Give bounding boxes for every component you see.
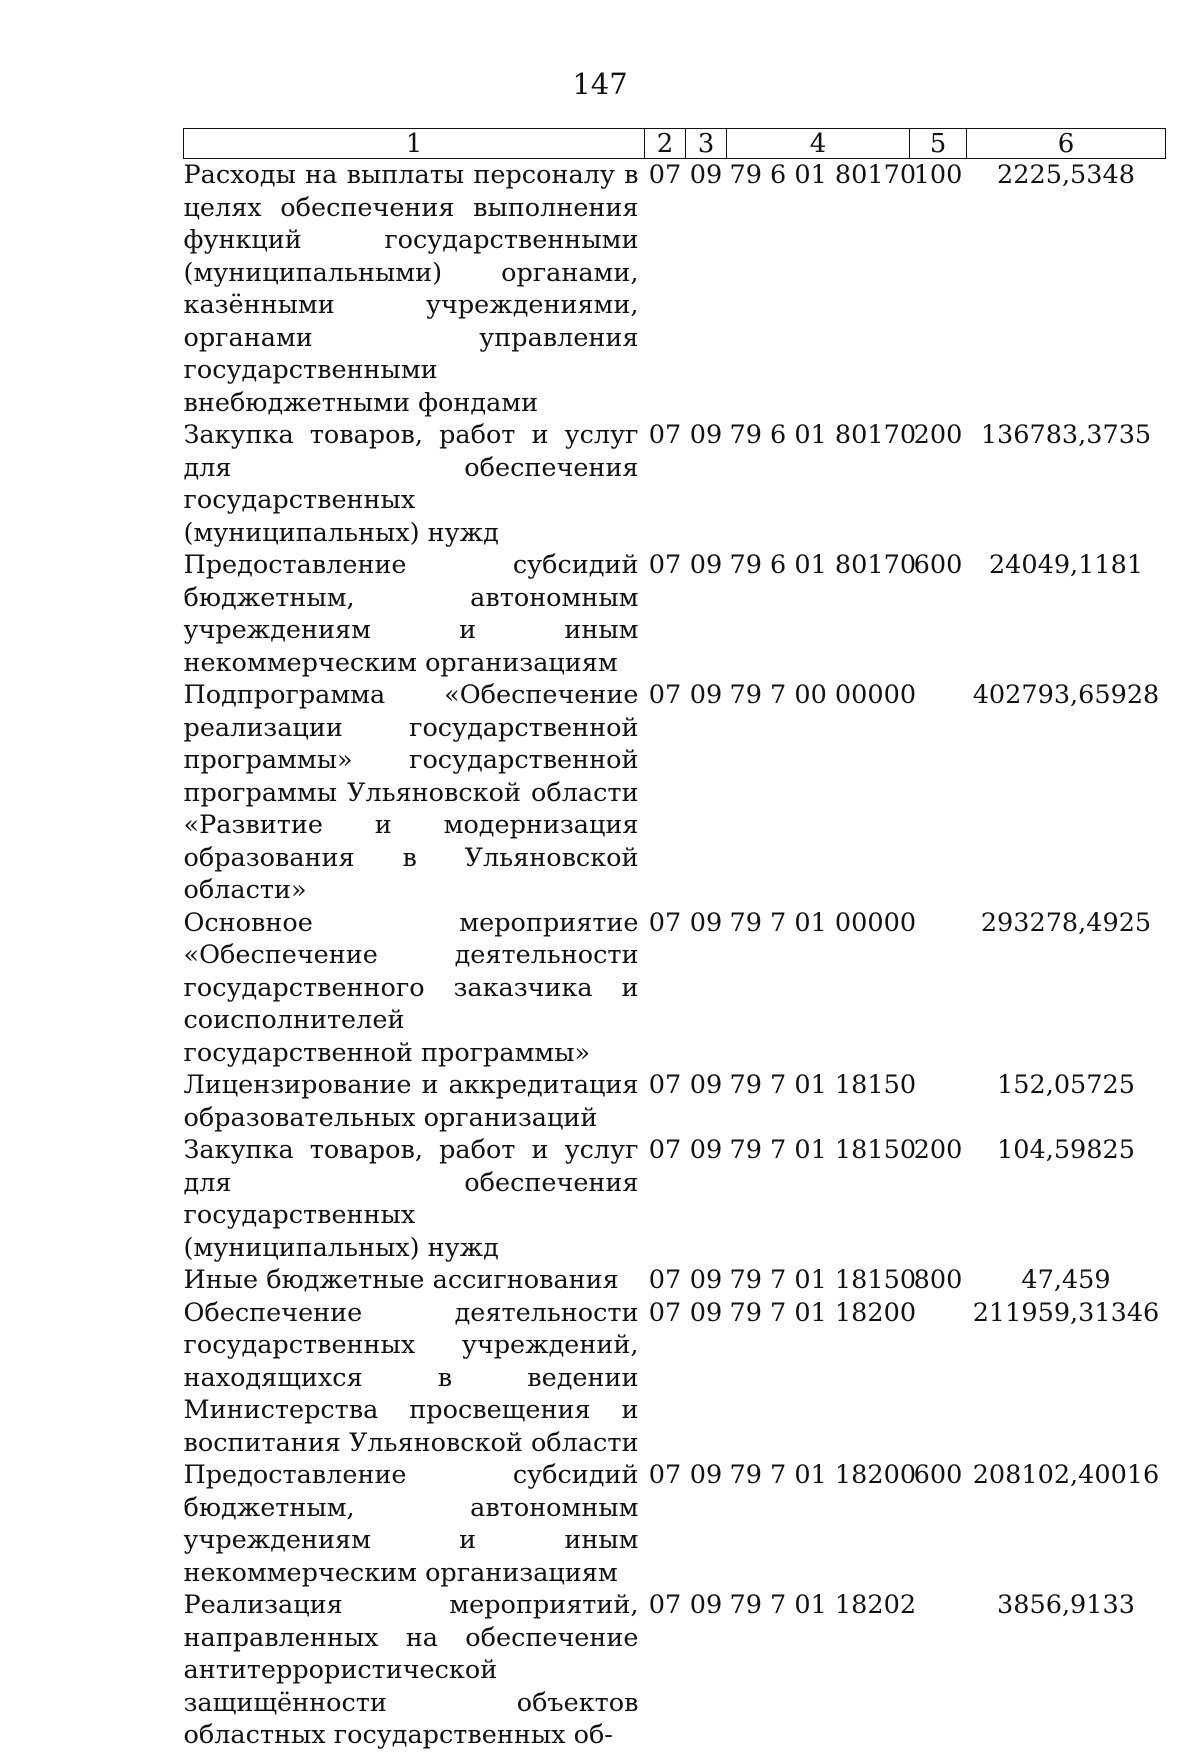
table-row [184,159,1166,420]
row-amount: 293278,4925 [980,907,1152,938]
row-target-article: 79 6 01 80170 [729,550,917,580]
row-target-article: 79 6 01 80170 [729,420,917,450]
header-col-4: 4 [727,129,910,159]
row-target-article: 79 7 01 18150 [729,1070,917,1100]
row-name: Основное мероприятие «Обеспечение деятельности государственного заказчика и соисполнителей государственной программы» [183,907,639,1068]
row-section: 07 [648,1590,682,1620]
row-expense-type: 200 [913,1135,963,1165]
row-section: 07 [648,160,682,190]
table-body [184,159,1166,1752]
table-row [184,549,1166,679]
row-name: Предоставление субсидий бюджетным, автономным учреждениям и иным некоммерческим организациям [183,550,639,678]
row-name: Предоставление субсидий бюджетным, автономным учреждениям и иным некоммерческим организациям [183,1460,639,1588]
table-row [184,679,1166,907]
row-expense-type [910,907,967,1070]
table-row [184,1264,1166,1297]
row-section: 07 [648,1070,682,1100]
table-row [184,1459,1166,1589]
page-number: 147 [572,67,628,101]
row-name: Подпрограмма «Обеспечение реализации государственной программы» государственной программы Ульяновской области «Развитие и модернизация образования в Ульяновской области» [183,680,639,905]
row-target-article: 79 7 01 18200 [729,1460,917,1490]
table-row [184,1297,1166,1460]
table-row [184,1589,1166,1752]
row-target-article: 79 7 01 18202 [729,1590,917,1620]
row-target-article: 79 7 01 00000 [729,907,917,938]
row-expense-type: 100 [913,160,963,190]
table-row [184,1134,1166,1264]
row-amount: 47,459 [1021,1265,1111,1295]
row-name: Лицензирование и аккредитация образовательных организаций [183,1070,639,1133]
row-expense-type: 200 [913,420,963,450]
row-amount: 3856,9133 [997,1590,1135,1620]
header-row [184,129,1166,159]
row-amount: 104,59825 [997,1135,1135,1165]
row-name: Обеспечение деятельности государственных учреждений, находящихся в ведении Министерства просвещения и воспитания Ульяновской области [183,1297,639,1458]
row-expense-type [910,679,967,907]
row-amount: 208102,40016 [972,1460,1160,1490]
table-row [184,907,1166,1070]
row-section: 07 [648,1297,682,1328]
row-name: Иные бюджетные ассигнования [183,1265,619,1295]
row-subsection: 09 [689,420,723,450]
row-subsection: 09 [689,1135,723,1165]
table-row [184,1069,1166,1134]
row-expense-type [910,1589,967,1752]
row-target-article: 79 7 01 18150 [729,1265,917,1295]
table-row [184,419,1166,549]
budget-table [183,128,1166,1752]
row-amount: 136783,3735 [980,420,1152,450]
row-subsection: 09 [689,1297,723,1328]
row-expense-type [910,1069,967,1134]
row-amount: 152,05725 [997,1070,1135,1100]
header-col-5: 5 [910,129,967,159]
row-subsection: 09 [689,907,723,938]
row-subsection: 09 [689,680,723,710]
row-name: Закупка товаров, работ и услуг для обеспечения государственных (муниципальных) нужд [183,1135,639,1263]
row-expense-type: 600 [913,550,963,580]
row-section: 07 [648,907,682,938]
row-target-article: 79 7 00 00000 [729,680,917,710]
row-section: 07 [648,1135,682,1165]
row-amount: 402793,65928 [972,680,1160,710]
row-expense-type: 600 [913,1460,963,1490]
row-subsection: 09 [689,1265,723,1295]
row-subsection: 09 [689,1460,723,1490]
row-section: 07 [648,550,682,580]
header-col-3: 3 [686,129,727,159]
row-target-article: 79 7 01 18150 [729,1135,917,1165]
row-amount: 24049,1181 [988,550,1144,580]
row-amount: 2225,5348 [997,160,1135,190]
header-col-6: 6 [967,129,1166,159]
row-name: Расходы на выплаты персоналу в целях обеспечения выполнения функций государственными (муниципальными) органами, казёнными учреждениями, органами управления государственными внебюджетными фондами [183,160,639,418]
row-section: 07 [648,1460,682,1490]
row-section: 07 [648,1265,682,1295]
header-col-2: 2 [645,129,686,159]
row-subsection: 09 [689,1590,723,1620]
row-expense-type: 800 [913,1265,963,1295]
row-target-article: 79 7 01 18200 [729,1297,917,1328]
row-subsection: 09 [689,1070,723,1100]
row-expense-type [910,1297,967,1460]
row-subsection: 09 [689,160,723,190]
row-target-article: 79 6 01 80170 [729,160,917,190]
row-name: Реализация мероприятий, направленных на обеспечение антитеррористической защищённости объектов областных государственных об- [183,1590,639,1750]
row-subsection: 09 [689,550,723,580]
row-section: 07 [648,420,682,450]
header-col-1: 1 [184,129,645,159]
row-amount: 211959,31346 [972,1297,1160,1328]
row-section: 07 [648,680,682,710]
row-name: Закупка товаров, работ и услуг для обеспечения государственных (муниципальных) нужд [183,420,639,548]
